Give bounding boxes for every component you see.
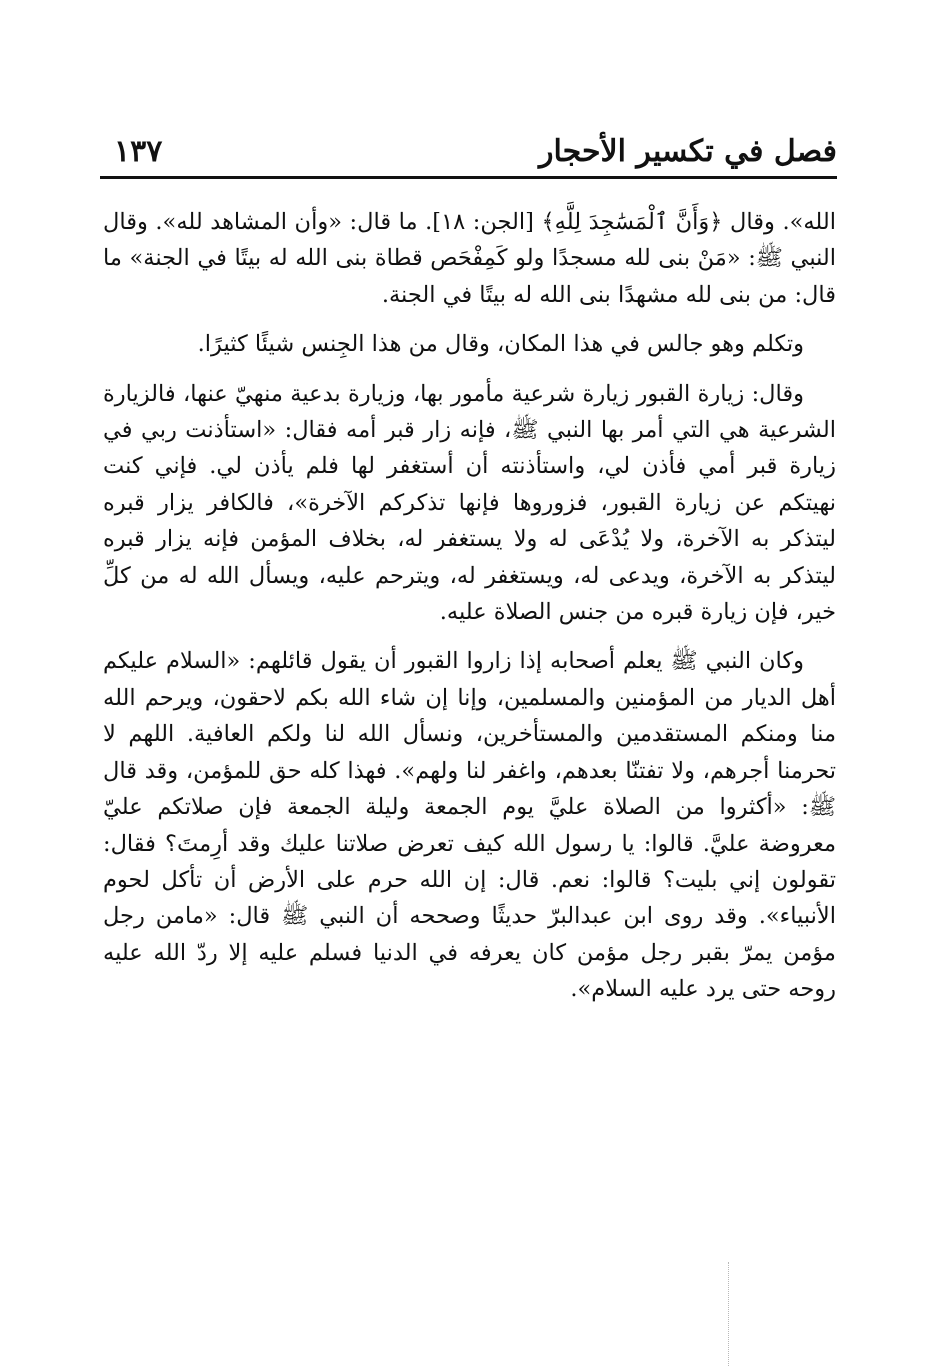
paragraph-continuation: الله». وقال ﴿وَأَنَّ ٱلْمَسَٰجِدَ لِلَّهِ﴾ [الجن: ١٨]. ما قال: «وأن المشاهد لله». وقال النبي ﷺ: «مَنْ بنى لله مسجدًا ولو كَمِفْحَص قطاة بنى الله له بيتًا في الجنة» ما قال: من بنى لله مشهدًا بنى الله له بيتًا في الجنة. bbox=[103, 209, 836, 308]
paragraph-gathering-remark: وتكلم وهو جالس في هذا المكان، وقال من هذا الجِنس شيئًا كثيرًا. bbox=[197, 331, 804, 358]
header-rule bbox=[100, 176, 837, 179]
paragraph-grave-visitation: وقال: زيارة القبور زيارة شرعية مأمور بها، وزيارة بدعية منهيّ عنها، فالزيارة الشرعية هي التي أمر بها النبي ﷺ، فإنه زار قبر أمه فقال: «استأذنت ربي في زيارة قبر أمي فأذن لي، واستأذنته أن أستغفر لها فلم يأذن لي. فإني كنت نهيتكم عن زيارة القبور، فزوروها فإنها تذكركم الآخرة»، فالكافر يزار قبره ليتذكر به الآخرة، ولا يُدْعَى له ولا يستغفر له، بخلاف المؤمن فإنه يزار قبره ليتذكر به الآخرة، ويدعى له، ويستغفر له، ويترحم عليه، ويسأل الله له من كلِّ خير، فإن زيارة قبره من جنس الصلاة عليه. bbox=[103, 380, 836, 626]
scan-artifact bbox=[728, 1262, 730, 1366]
page-number: ١٣٧ bbox=[114, 134, 163, 169]
running-header bbox=[100, 128, 837, 176]
page-body bbox=[103, 204, 836, 1008]
chapter-title: فصل في تكسير الأحجار bbox=[538, 134, 837, 169]
paragraph-greeting-the-dead: وكان النبي ﷺ يعلم أصحابه إذا زاروا القبور أن يقول قائلهم: «السلام عليكم أهل الديار من المؤمنين والمسلمين، وإنا إن شاء الله بكم لاحقون، ويرحم الله منا ومنكم المستقدمين والمستأخرين، ونسأل الله لنا ولكم العافية. اللهم لا تحرمنا أجرهم، ولا تفتنّا بعدهم، واغفر لنا ولهم». فهذا كله حق للمؤمن، وقد قال ﷺ: «أكثروا من الصلاة عليَّ يوم الجمعة وليلة الجمعة فإن صلاتكم عليّ معروضة عليَّ. قالوا: يا رسول الله كيف تعرض صلاتنا عليك وقد أرِمتَ؟ فقال: تقولون إني بليت؟ قالوا: نعم. قال: إن الله حرم على الأرض أن تأكل لحوم الأنبياء». وقد روى ابن عبدالبرّ حديثًا وصححه أن النبي ﷺ قال: «مامن رجل مؤمن يمرّ بقبر رجل مؤمن كان يعرفه في الدنيا فسلم عليه إلا ردّ الله عليه روحه حتى يرد عليه السلام». bbox=[103, 648, 836, 1003]
